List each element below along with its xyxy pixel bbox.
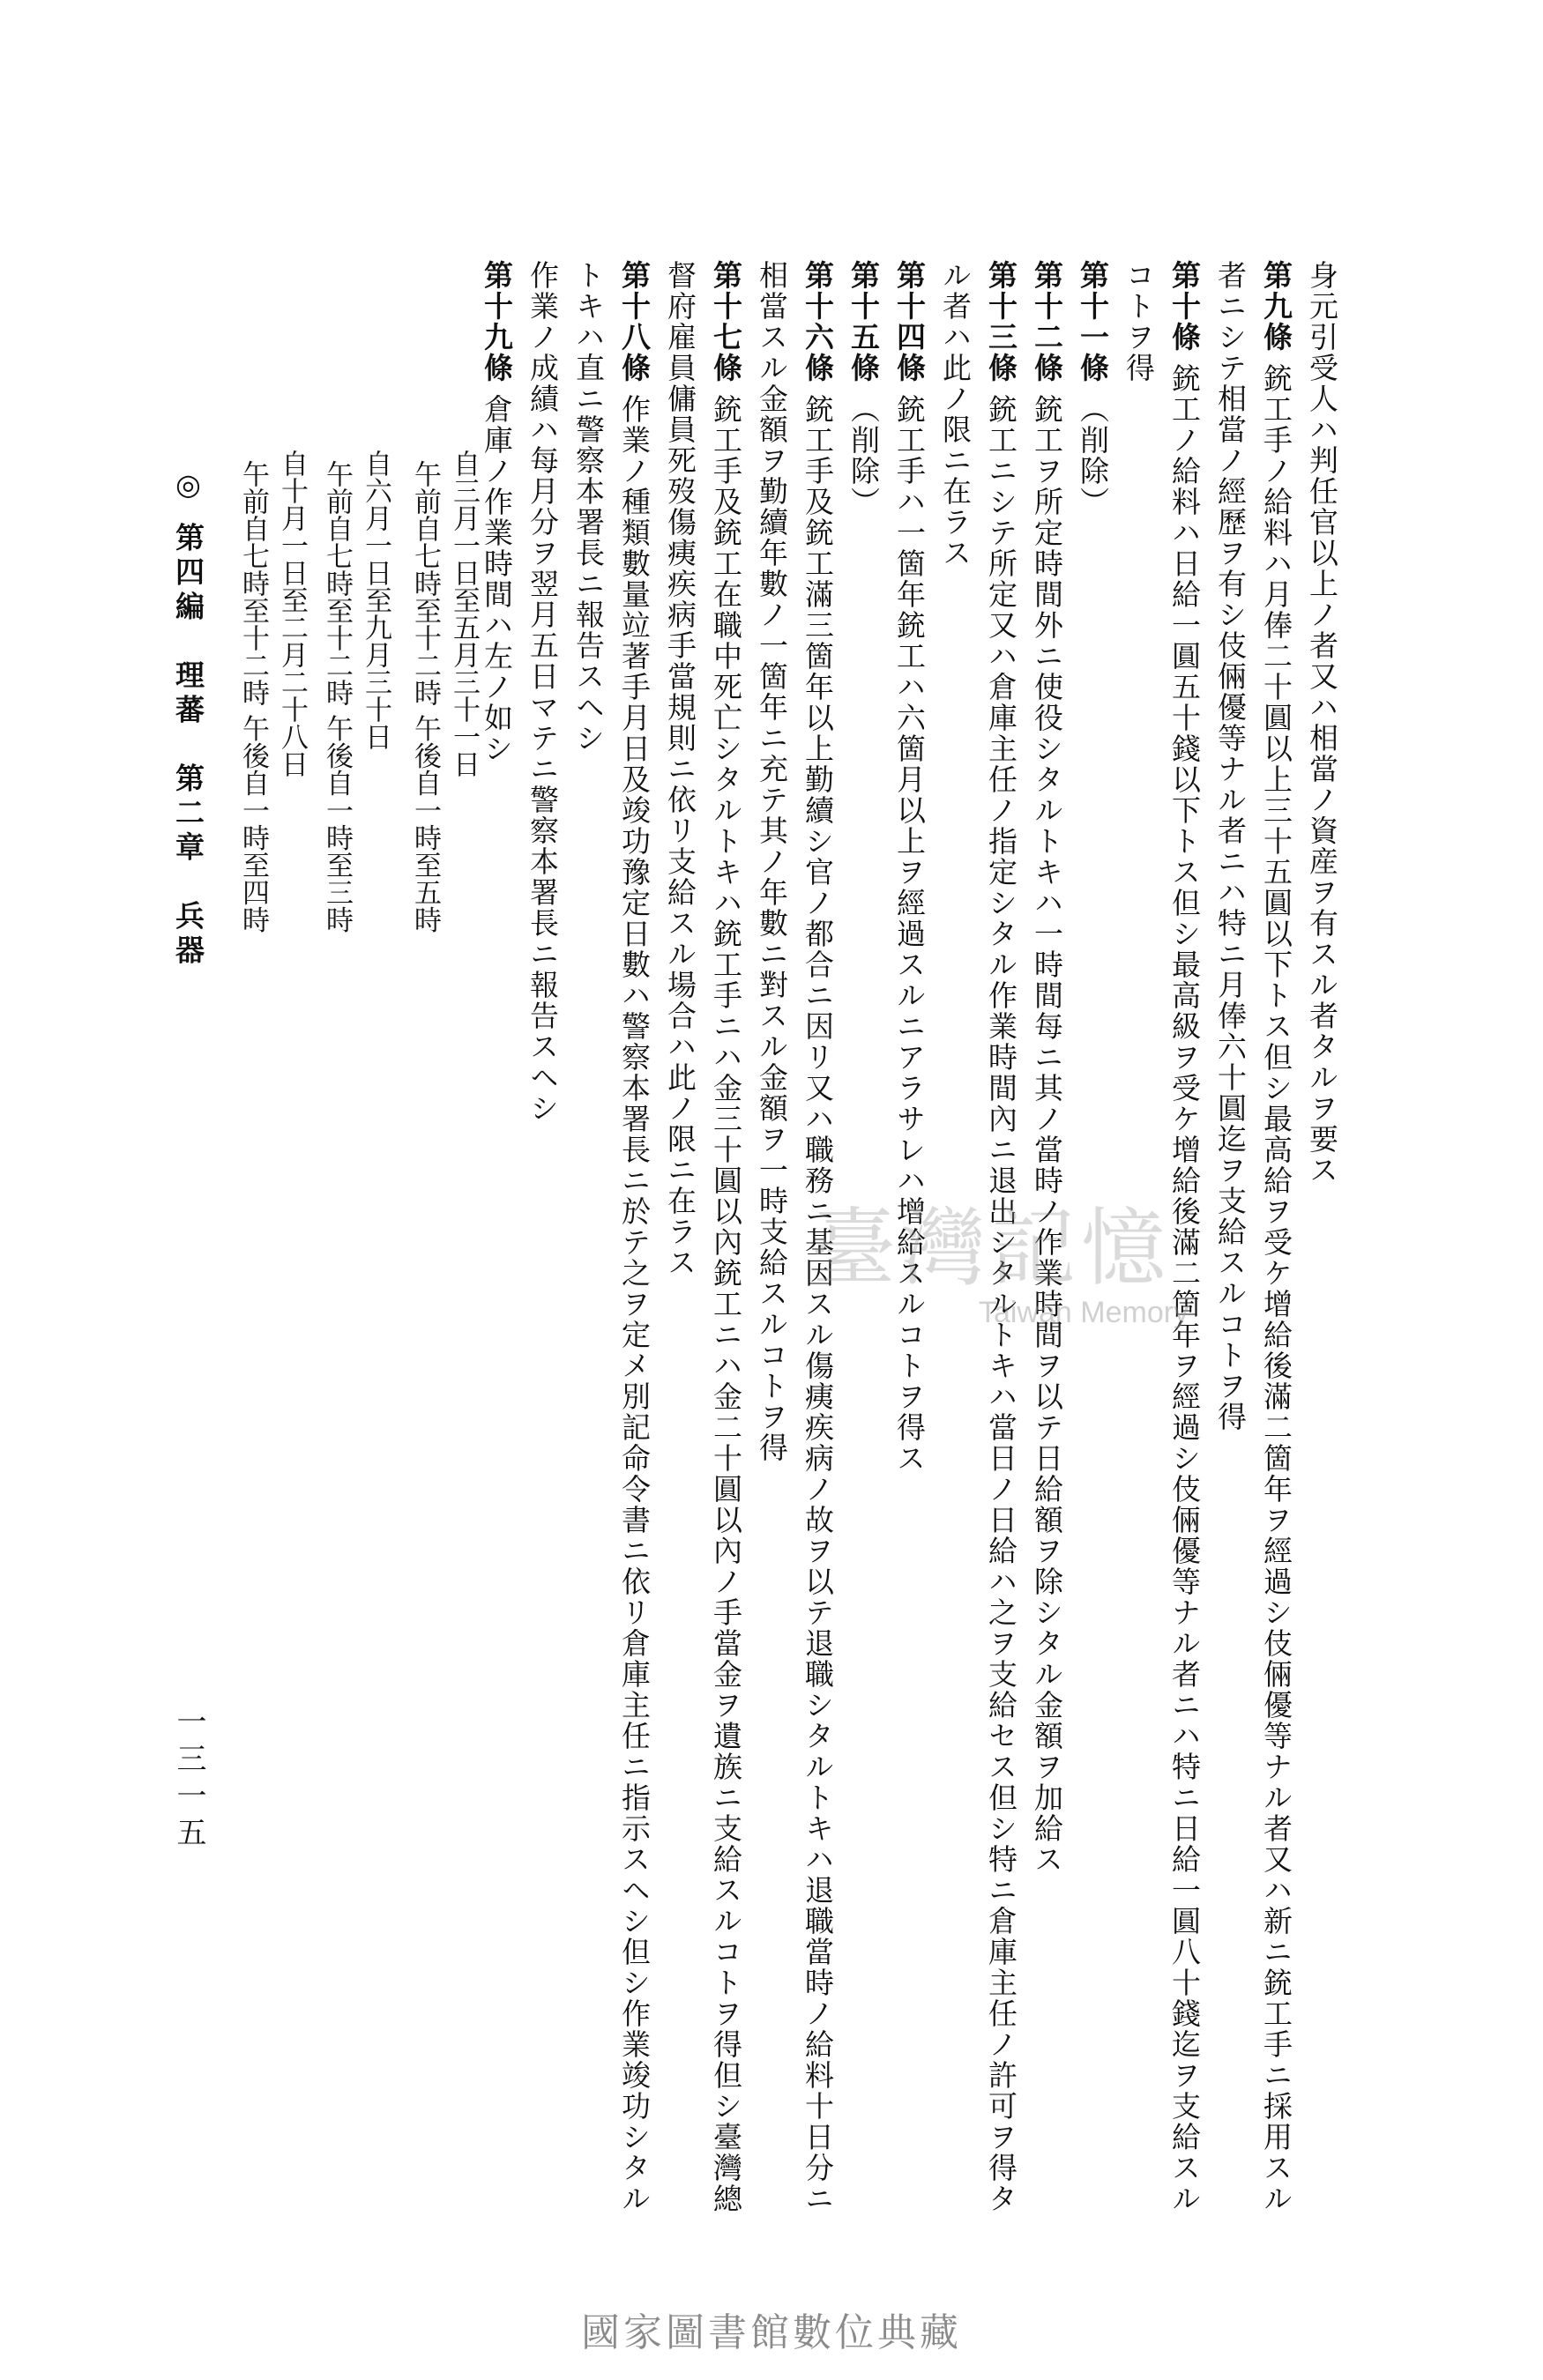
page-number: 一三一五 bbox=[171, 1706, 206, 1854]
watermark-subtitle: Taiwan Memory bbox=[979, 1296, 1189, 1329]
column-text: トキハ直ニ警察本署長ニ報告スヘシ bbox=[571, 260, 606, 754]
article-label: 第九條 bbox=[1259, 260, 1293, 353]
article-label: 第十三條 bbox=[984, 260, 1018, 383]
column-text: 作業ノ成績ハ每月分ヲ翌月五日マテニ警察本署長ニ報告スヘシ bbox=[526, 260, 560, 1124]
column-text: 銃工手ハ一箇年銃工ハ六箇月以上ヲ經過スルニアラサレハ增給スルコトヲ得ス bbox=[892, 394, 927, 1474]
column-text: 倉庫ノ作業時間ハ左ノ如シ bbox=[480, 394, 514, 764]
column-text: ル者ハ此ノ限ニ在ラス bbox=[938, 260, 973, 569]
article-label: 第十九條 bbox=[480, 260, 514, 383]
text-column bbox=[519, 260, 565, 2199]
section-footer: ◎ 第四編 理蕃 第二章 兵器 bbox=[171, 467, 205, 970]
column-text: （削除） bbox=[846, 394, 881, 517]
column-text: （削除） bbox=[1076, 394, 1110, 517]
article-label: 第十六條 bbox=[801, 260, 835, 383]
text-column bbox=[1207, 260, 1253, 2199]
schedule-row bbox=[406, 450, 483, 933]
column-text: 銃工ニシテ所定又ハ倉庫主任ノ指定シタル作業時間內ニ退出シタルトキハ當日ノ日給ハ之ヲ支給セス但シ特ニ倉庫主任ノ許可ヲ得タ bbox=[984, 394, 1018, 2214]
column-text: 銃工ヲ所定時間外ニ使役シタルトキハ一時間每ニ其ノ當時ノ作業時間ヲ以テ日給額ヲ除シタル金額ヲ加給ス bbox=[1030, 394, 1064, 1875]
watermark-title: 臺灣記憶 bbox=[811, 1199, 1171, 1298]
schedule-period: 自六月一日至九月三十日 bbox=[360, 450, 391, 750]
schedule-period: 自三月一日至五月三十一日 bbox=[448, 450, 480, 777]
text-column bbox=[565, 260, 611, 2199]
text-column bbox=[657, 260, 703, 2199]
schedule-hours: 午前自七時至十二時 午後自一時至三時 bbox=[321, 460, 353, 933]
schedule-hours: 午前自七時至十二時 午後自一時至四時 bbox=[237, 460, 269, 933]
text-column bbox=[611, 260, 657, 2214]
article-label: 第十一條 bbox=[1076, 260, 1110, 383]
column-text: 銃工手ノ給料ハ月俸二十圓以上三十五圓以下トス但シ最高給ヲ受ケ增給後滿二箇年ヲ經過シ伎倆優等ナル者又ハ新ニ銃工手ニ採用スル bbox=[1259, 363, 1293, 2214]
column-text: 督府雇員傭員死歿傷痍疾病手當規則ニ依リ支給スル場合ハ此ノ限ニ在ラス bbox=[663, 260, 697, 1278]
article-label: 第十七條 bbox=[709, 260, 743, 383]
library-stamp: 國家圖書館數位典藏 bbox=[581, 2310, 962, 2355]
article-label: 第十五條 bbox=[846, 260, 881, 383]
schedule-period: 自十月一日至二月二十八日 bbox=[276, 450, 308, 777]
text-column bbox=[749, 260, 794, 2199]
column-text: 者ニシテ相當ノ經歷ヲ有シ伎倆優等ナル者ニハ特ニ月俸六十圓迄ヲ支給スルコトヲ得 bbox=[1213, 260, 1248, 1432]
column-text: コトヲ得 bbox=[1122, 260, 1156, 383]
schedule-row bbox=[317, 450, 395, 933]
article-label: 第十條 bbox=[1167, 260, 1202, 353]
text-column bbox=[1253, 260, 1299, 2214]
article-label: 第十四條 bbox=[892, 260, 927, 383]
column-text: 作業ノ種類數量竝著手月日及竣功豫定日數ハ警察本署長ニ於テ之ヲ定メ別記命令書ニ依リ倉庫主任ニ指示スヘシ但シ作業竣功シタル bbox=[617, 394, 652, 2214]
column-text: 銃工ノ給料ハ日給一圓五十錢以下トス但シ最高級ヲ受ケ增給後滿二箇年ヲ經過シ伎倆優等ナル者ニハ特ニ日給一圓八十錢迄ヲ支給スル bbox=[1167, 363, 1202, 2214]
column-text: 身元引受人ハ判任官以上ノ者又ハ相當ノ資産ヲ有スル者タルヲ要ス bbox=[1305, 260, 1339, 1186]
schedule-row bbox=[234, 450, 311, 933]
article-label: 第十二條 bbox=[1030, 260, 1064, 383]
article-label: 第十八條 bbox=[617, 260, 652, 383]
column-text: 銃工手及銃工滿三箇年以上勤續シ官ノ都合ニ因リ又ハ職務ニ基因スル傷痍疾病ノ故ヲ以テ退職シタルトキハ退職當時ノ給料十日分ニ bbox=[801, 394, 835, 2214]
column-text: 銃工手及銃工在職中死亡シタルトキハ銃工手ニハ金三十圓以內銃工ニハ金二十圓以內ノ手當金ヲ遺族ニ支給スルコトヲ得但シ臺灣總 bbox=[709, 394, 743, 2214]
schedule-hours: 午前自七時至十二時 午後自一時至五時 bbox=[409, 460, 441, 933]
text-column bbox=[1299, 260, 1345, 2199]
text-column bbox=[703, 260, 749, 2214]
column-text: 相當スル金額ヲ勤續年數ノ一箇年ニ充テ其ノ年數ニ對スル金額ヲ一時支給スルコトヲ得 bbox=[755, 260, 789, 1463]
